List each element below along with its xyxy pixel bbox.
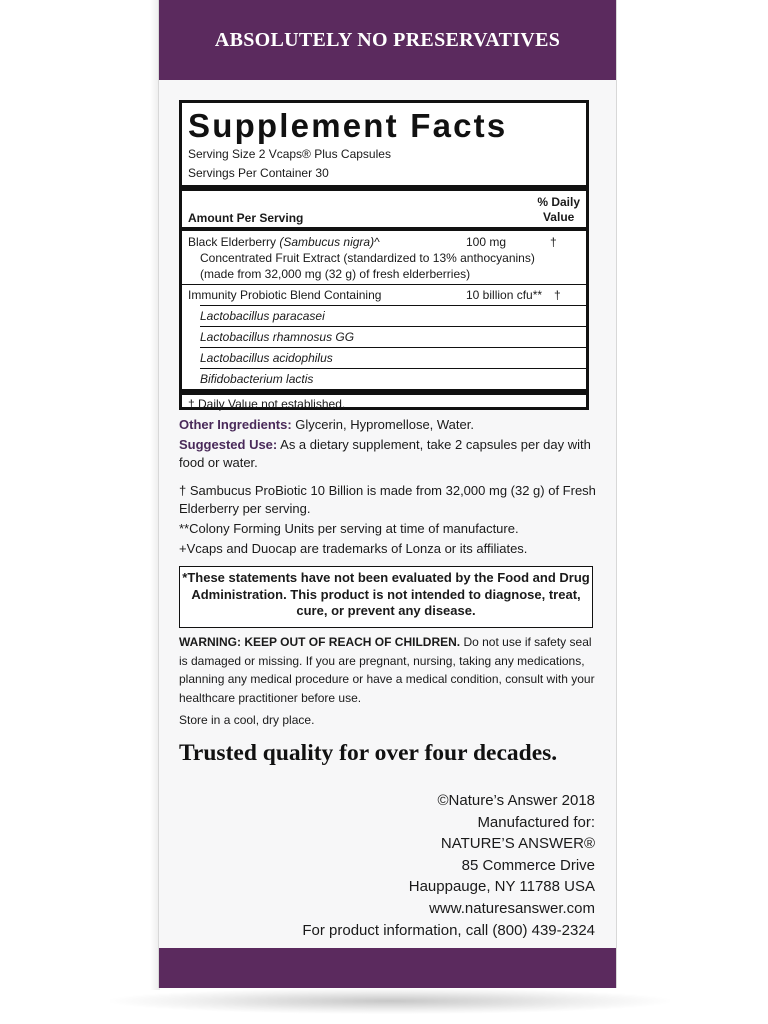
strain-item: Lactobacillus paracasei <box>200 309 325 323</box>
suggested-use-text: As a dietary supplement, take 2 capsules per day with food or water. <box>179 437 591 470</box>
elderberry-desc1: Concentrated Fruit Extract (standardized to 13% anthocyanins) <box>200 251 535 265</box>
other-ingredients-label: Other Ingredients: <box>179 417 292 432</box>
address-line: 85 Commerce Drive <box>461 856 595 874</box>
strain-item: Bifidobacterium lactis <box>200 372 314 386</box>
note-elderberry: † Sambucus ProBiotic 10 Billion is made from 32,000 mg (32 g) of Fresh Elderberry per serving. <box>179 483 596 516</box>
strain-item: Lactobacillus rhamnosus GG <box>200 330 355 344</box>
label-panel <box>158 0 617 988</box>
probiotic-dv: † <box>554 288 561 302</box>
banner-text: ABSOLUTELY NO PRESERVATIVES <box>214 28 561 51</box>
strain-item: Lactobacillus acidophilus <box>200 351 333 365</box>
elderberry-suffix: ^ <box>374 235 380 249</box>
top-banner <box>159 0 616 80</box>
probiotic-amount: 10 billion cfu** <box>466 288 543 302</box>
warning-label: WARNING: KEEP OUT OF REACH OF CHILDREN. <box>179 635 461 649</box>
address-line: NATURE’S ANSWER® <box>440 835 595 853</box>
facts-header-row <box>188 191 580 227</box>
daily-value-header <box>537 195 580 225</box>
daily-value-header-line1: % Daily <box>537 195 580 209</box>
elderberry-amount: 100 mg <box>466 235 507 249</box>
warning-text: Do not use if safety seal is damaged or missing. If you are pregnant, nursing, taking any medications, planning any medical procedure or have a medical condition, consult with your healthcare practitioner before use. <box>179 635 595 705</box>
note-cfu: **Colony Forming Units per serving at time of manufacture. <box>179 521 519 536</box>
elderberry-row <box>188 231 580 250</box>
suggested-use <box>179 436 599 472</box>
elderberry-dv: † <box>550 235 557 249</box>
tagline: Trusted quality for over four decades. <box>179 740 558 766</box>
warning-block <box>179 633 599 707</box>
storage-instructions: Store in a cool, dry place. <box>179 713 315 727</box>
servings-per-container: Servings Per Container 30 <box>188 166 329 180</box>
suggested-use-label: Suggested Use: <box>179 437 278 452</box>
other-ingredients-text: Glycerin, Hypromellose, Water. <box>291 417 474 432</box>
facts-footnote: † Daily Value not established. <box>188 397 346 411</box>
facts-title: Supplement Facts <box>188 107 508 144</box>
panel-shadow-bottom <box>110 988 670 1014</box>
probiotic-name: Immunity Probiotic Blend Containing <box>188 288 382 302</box>
elderberry-desc2: (made from 32,000 mg (32 g) of fresh elderberries) <box>200 267 471 281</box>
other-ingredients <box>179 416 599 434</box>
address-line: Manufactured for: <box>477 813 595 831</box>
note-trademark: +Vcaps and Duocap are trademarks of Lonza or its affiliates. <box>179 541 528 556</box>
address-line: Hauppauge, NY 11788 USA <box>408 878 595 896</box>
probiotic-row <box>188 285 580 305</box>
daily-value-header-line2: Value <box>542 210 575 224</box>
elderberry-name: Black Elderberry <box>188 235 280 249</box>
elderberry-latin: (Sambucus nigra) <box>279 235 375 249</box>
amount-per-serving-header: Amount Per Serving <box>188 211 304 225</box>
supplement-facts-box <box>179 100 589 410</box>
fda-disclaimer-text: *These statements have not been evaluated by the Food and Drug Administration. This product is not intended to diagnose, treat, cure, or prevent any disease. <box>182 570 590 618</box>
fda-disclaimer-box <box>179 566 593 628</box>
manufacturer-address <box>302 790 595 941</box>
bottom-banner <box>159 948 616 988</box>
address-line: ©Nature’s Answer 2018 <box>437 792 595 809</box>
phone-line: For product information, call (800) 439-2324 <box>302 921 595 939</box>
serving-size: Serving Size 2 Vcaps® Plus Capsules <box>188 147 391 161</box>
website-link: www.naturesanswer.com <box>429 899 595 917</box>
